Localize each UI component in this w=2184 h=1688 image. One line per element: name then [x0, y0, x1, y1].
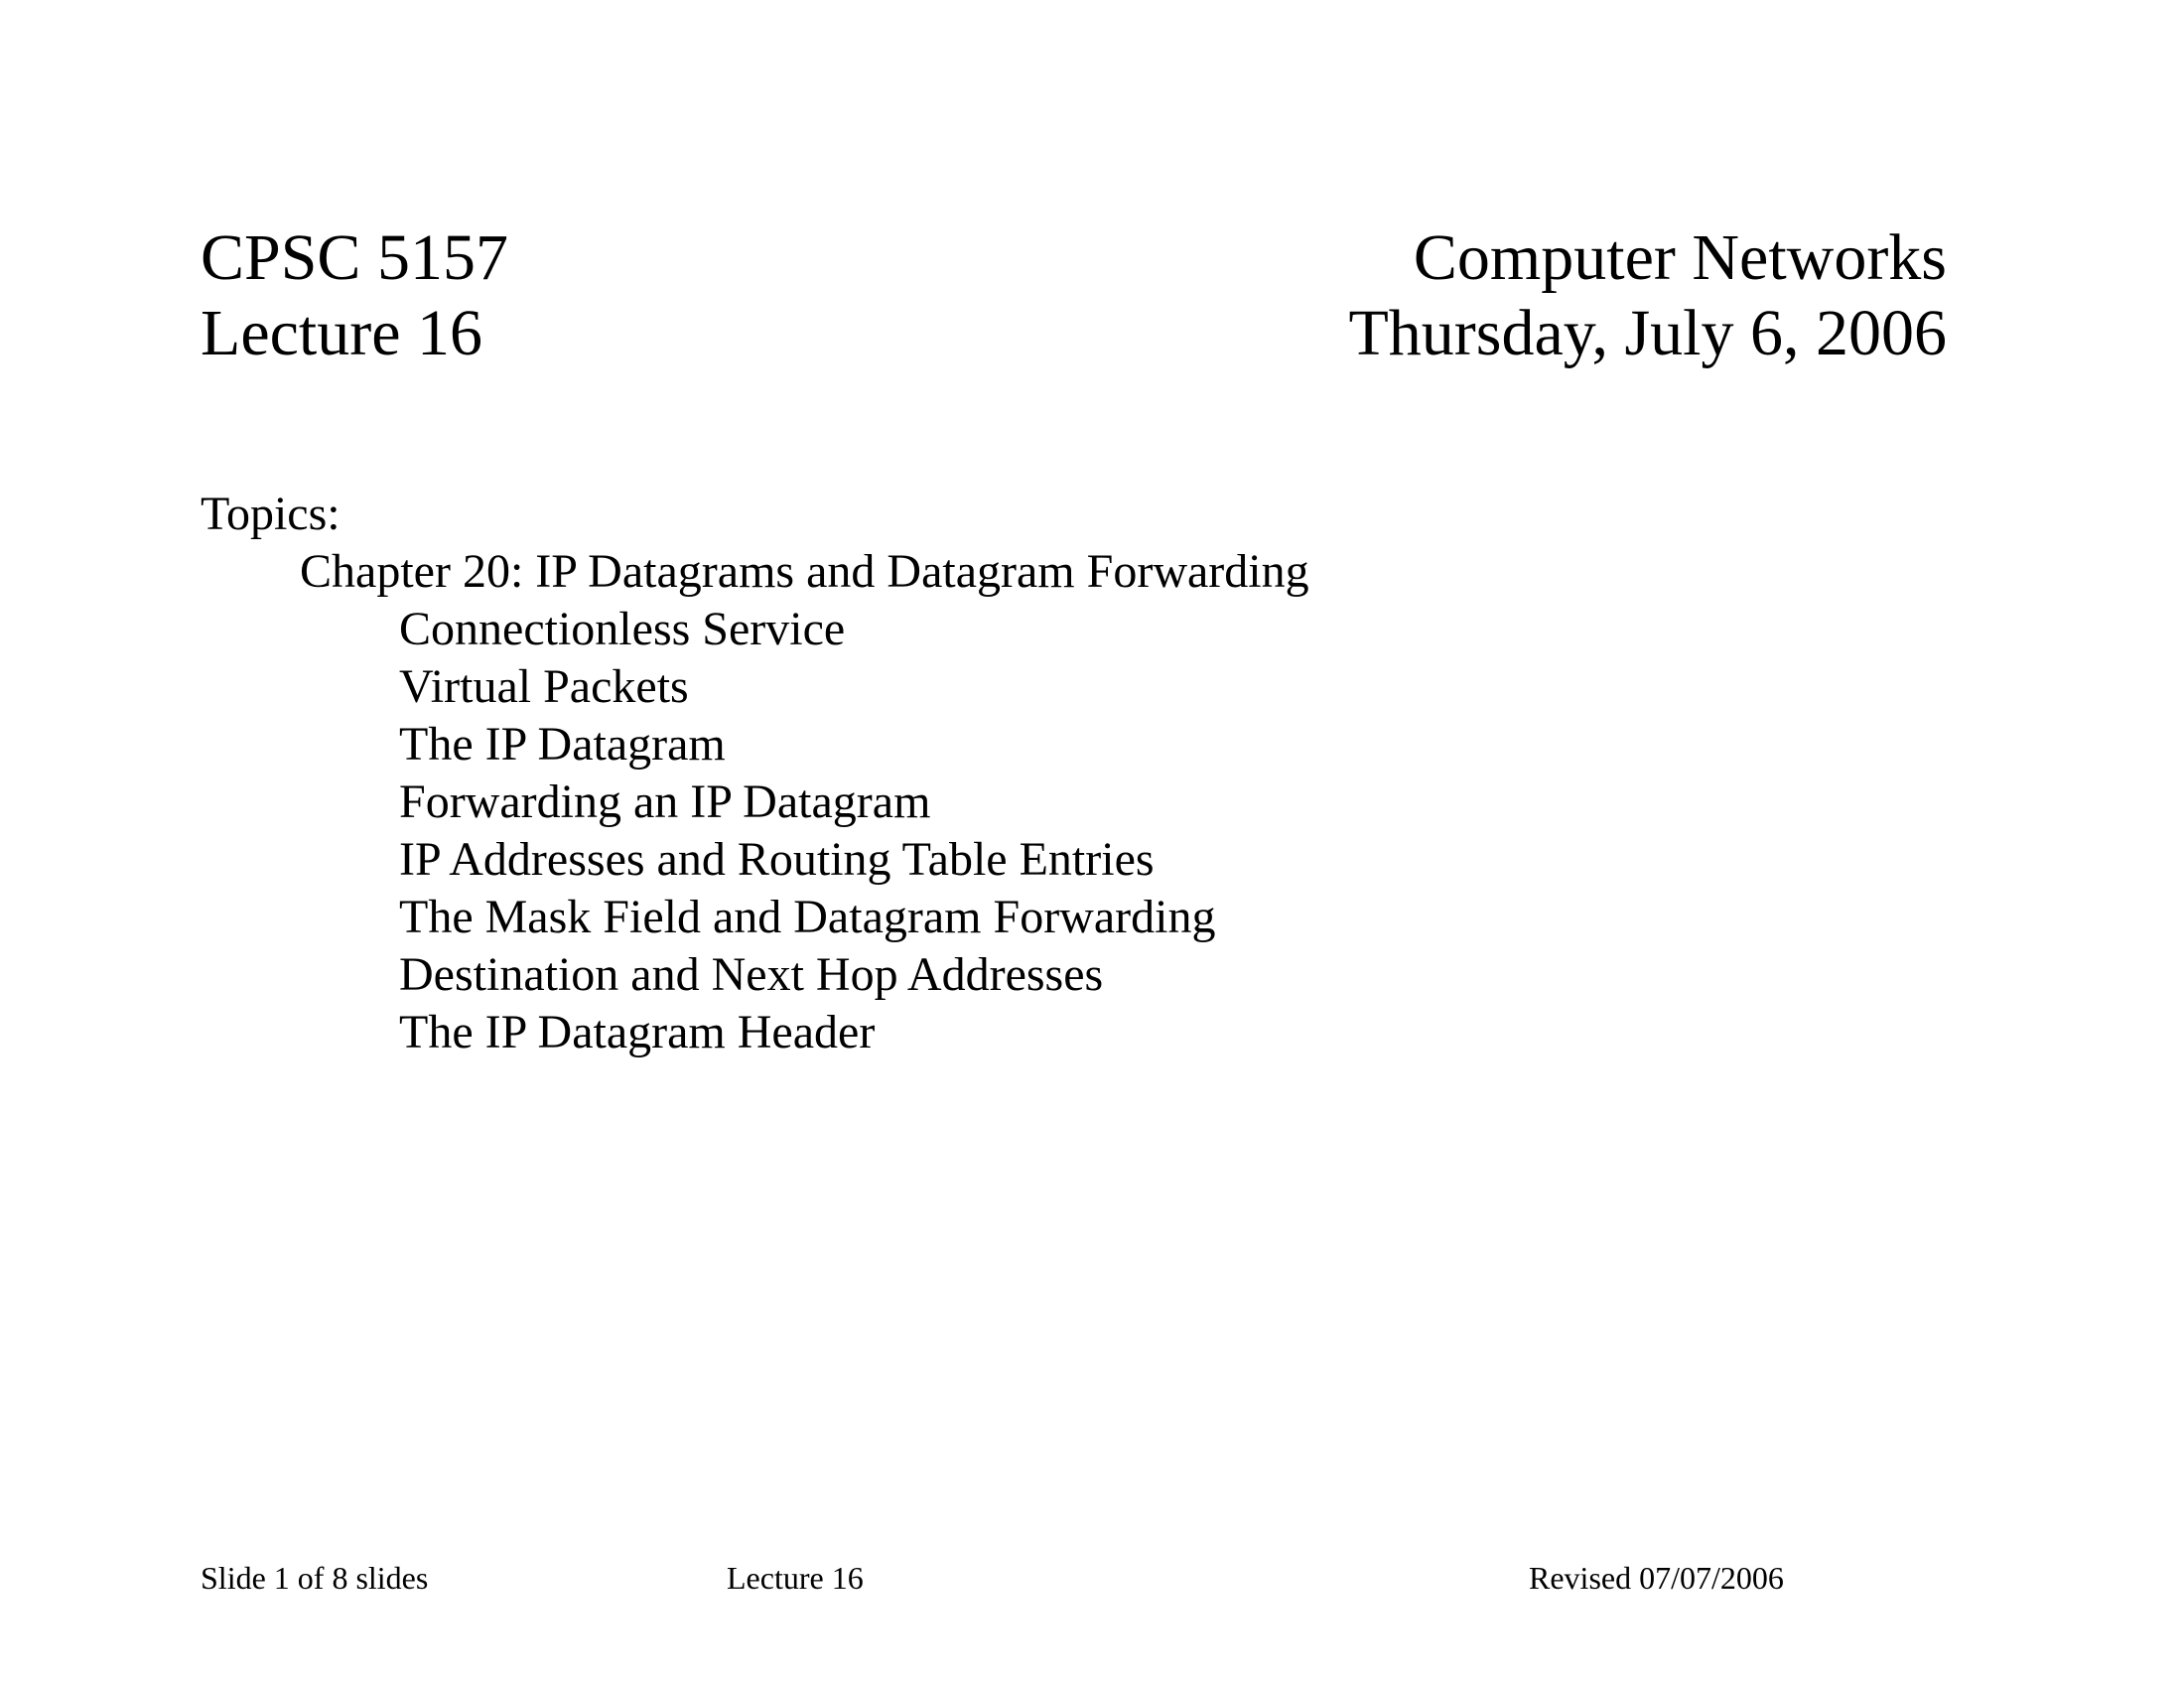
footer-slide-counter: Slide 1 of 8 slides: [201, 1560, 429, 1596]
footer-revised-date: Revised 07/07/2006: [1529, 1560, 1784, 1596]
topics-section: [201, 486, 1309, 1061]
list-item: The IP Datagram Header: [399, 1006, 876, 1058]
list-item: Destination and Next Hop Addresses: [399, 948, 1104, 1001]
footer-lecture: Lecture 16: [727, 1560, 864, 1596]
header-right: [1348, 220, 1947, 371]
list-item: Forwarding an IP Datagram: [399, 775, 931, 828]
header-left: [201, 220, 508, 371]
course-code: CPSC 5157: [201, 221, 508, 294]
topics-label: Topics:: [201, 488, 341, 540]
lecture-date: Thursday, July 6, 2006: [1348, 297, 1947, 369]
list-item: Connectionless Service: [399, 603, 846, 655]
subtopic-list: [201, 601, 1309, 1061]
list-item: Virtual Packets: [399, 660, 689, 713]
chapter-heading: Chapter 20: IP Datagrams and Datagram Forwarding: [300, 545, 1309, 598]
list-item: IP Addresses and Routing Table Entries: [399, 833, 1155, 886]
list-item: The IP Datagram: [399, 718, 726, 771]
lecture-number: Lecture 16: [201, 297, 483, 369]
list-item: The Mask Field and Datagram Forwarding: [399, 891, 1216, 943]
course-title: Computer Networks: [1413, 221, 1947, 294]
